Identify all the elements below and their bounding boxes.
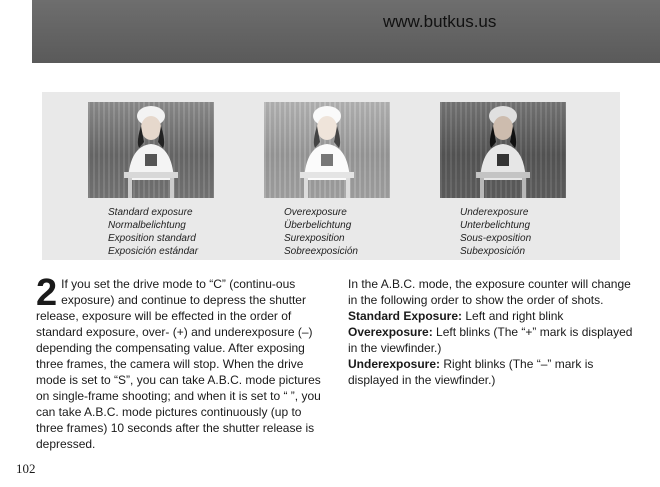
caption-line: Sobreexposición [284,246,358,257]
caption-overexposure [284,206,358,258]
photo-standard-exposure [88,102,214,198]
standard-exposure-text: Left and right blink [462,309,564,323]
underexposure-text: Right blinks (The “–” mark is displayed in the viewfinder.) [348,357,594,387]
overexposure-line [348,324,638,356]
caption-line: Exposición estándar [108,246,199,257]
standard-exposure-line [348,308,638,324]
caption-standard [108,206,198,258]
header-band [32,0,660,63]
underexposure-line [348,356,638,388]
site-url: www.butkus.us [383,12,497,31]
caption-line: Sous-exposition [460,233,532,244]
caption-line: Standard exposure [108,207,193,218]
drive-mode-paragraph: If you set the drive mode to “C” (continu-ous exposure) and continue to depress the shutter release, exposure will be effected in the order of standard exposure, over- (+) and underexposure (–) depending the compensating value. After exposing three frames, the camera will stop. When the drive mode is set to “S”, you can take A.B.C. mode pictures on single-frame shooting; and when it is set to “ ”, you can take A.B.C. mode pictures continuously (up to three frames) 10 seconds after the shutter release is depressed. [36,277,321,451]
caption-line: Underexposure [460,207,529,218]
left-column-text [36,272,326,452]
photo-overexposure [264,102,390,198]
caption-line: Subexposición [460,246,526,257]
caption-line: Überbelichtung [284,220,352,231]
photo-underexposure [440,102,566,198]
caption-line: Normalbelichtung [108,220,186,231]
standard-exposure-label: Standard Exposure: [348,309,463,323]
overexposure-label: Overexposure: [348,325,433,339]
caption-line: Exposition standard [108,233,196,244]
caption-line: Surexposition [284,233,345,244]
counter-intro: In the A.B.C. mode, the exposure counter will change in the following order to show the order of shots. [348,277,631,307]
right-column-text [348,276,638,388]
woman-portrait-image [264,102,390,198]
step-number-dropcap: 2 [36,272,58,314]
caption-line: Overexposure [284,207,347,218]
caption-underexposure [460,206,531,258]
overexposure-text: Left blinks (The “+” mark is displayed in the viewfinder.) [348,325,633,355]
woman-portrait-image [88,102,214,198]
underexposure-label: Underexposure: [348,357,441,371]
page-number: 102 [16,461,36,476]
photo-strip [42,92,620,260]
caption-line: Unterbelichtung [460,220,531,231]
woman-portrait-image [440,102,566,198]
